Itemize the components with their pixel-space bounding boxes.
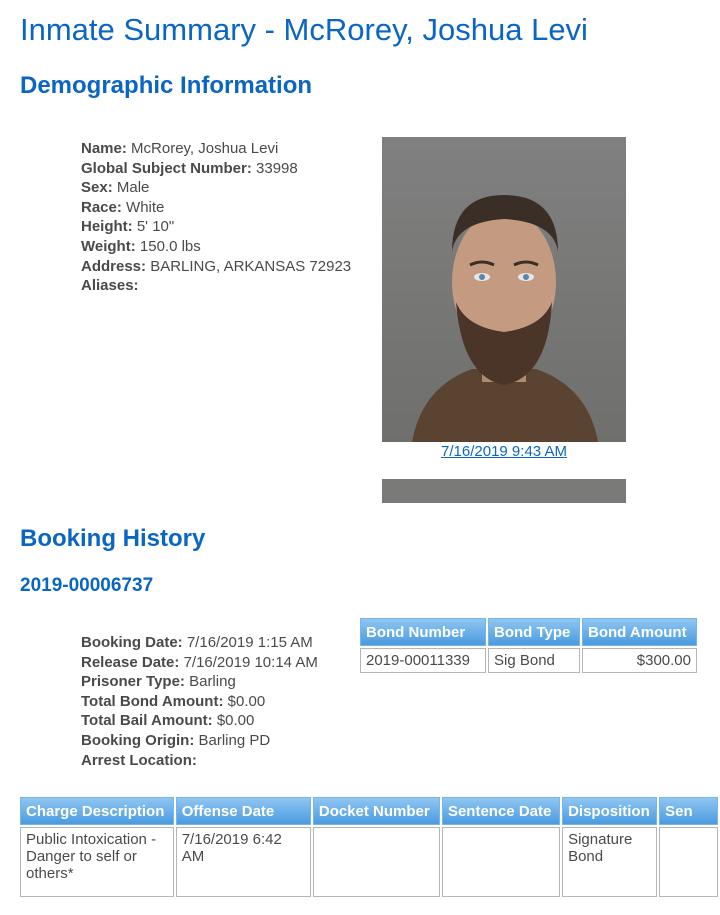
charge-description-cell: Public Intoxication - Danger to self or others* bbox=[20, 827, 174, 897]
page-title: Inmate Summary - McRorey, Joshua Levi bbox=[20, 12, 588, 47]
disposition-cell: Signature Bond bbox=[562, 827, 657, 897]
field-booking-origin: Booking Origin: Barling PD bbox=[81, 731, 271, 749]
bond-type-header: Bond Type bbox=[488, 618, 580, 646]
field-total-bail-amount: Total Bail Amount: $0.00 bbox=[81, 712, 255, 730]
bond-number-header: Bond Number bbox=[360, 618, 486, 646]
offense-date-cell: 7/16/2019 6:42 AM bbox=[176, 827, 311, 897]
field-sex: Sex: Male bbox=[81, 179, 150, 197]
field-release-date: Release Date: 7/16/2019 10:14 AM bbox=[81, 653, 318, 671]
charge-table bbox=[18, 795, 720, 899]
bond-table bbox=[358, 616, 699, 675]
mugshot-image bbox=[382, 137, 626, 442]
bond-table-header-row bbox=[360, 618, 697, 646]
offense-date-header: Offense Date bbox=[176, 797, 311, 825]
field-name: Name: McRorey, Joshua Levi bbox=[81, 140, 279, 157]
disposition-header: Disposition bbox=[562, 797, 657, 825]
bond-number-cell: 2019-00011339 bbox=[360, 648, 486, 673]
inmate-photo[interactable] bbox=[382, 137, 626, 442]
field-weight: Weight: 150.0 lbs bbox=[81, 237, 201, 255]
charge-description-header: Charge Description bbox=[20, 797, 174, 825]
sentence-cell bbox=[659, 827, 718, 897]
field-arrest-location: Arrest Location: bbox=[81, 751, 197, 769]
second-photo-thumbnail[interactable] bbox=[382, 479, 626, 503]
demographic-info bbox=[81, 139, 351, 296]
field-booking-date: Booking Date: 7/16/2019 1:15 AM bbox=[81, 634, 313, 651]
docket-number-cell bbox=[313, 827, 440, 897]
booking-number: 2019-00006737 bbox=[20, 575, 154, 596]
field-global-subject-number: Global Subject Number: 33998 bbox=[81, 159, 298, 177]
bond-amount-header: Bond Amount bbox=[582, 618, 697, 646]
field-race: Race: White bbox=[81, 198, 165, 216]
docket-number-header: Docket Number bbox=[313, 797, 440, 825]
photo-timestamp-link[interactable]: 7/16/2019 9:43 AM bbox=[441, 443, 567, 460]
sentence-header: Sen bbox=[659, 797, 718, 825]
booking-history-heading: Booking History bbox=[20, 525, 206, 552]
field-total-bond-amount: Total Bond Amount: $0.00 bbox=[81, 692, 266, 710]
field-prisoner-type: Prisoner Type: Barling bbox=[81, 673, 236, 691]
bond-amount-cell: $300.00 bbox=[582, 648, 697, 673]
table-row bbox=[360, 648, 697, 673]
field-height: Height: 5' 10" bbox=[81, 218, 175, 236]
sentence-date-cell bbox=[442, 827, 560, 897]
sentence-date-header: Sentence Date bbox=[442, 797, 560, 825]
field-address: Address: BARLING, ARKANSAS 72923 bbox=[81, 257, 352, 275]
charge-table-header-row bbox=[20, 797, 718, 825]
table-row bbox=[20, 827, 718, 897]
booking-info bbox=[81, 633, 318, 770]
demographic-heading: Demographic Information bbox=[20, 72, 313, 99]
field-aliases: Aliases: bbox=[81, 277, 139, 295]
bond-type-cell: Sig Bond bbox=[488, 648, 580, 673]
